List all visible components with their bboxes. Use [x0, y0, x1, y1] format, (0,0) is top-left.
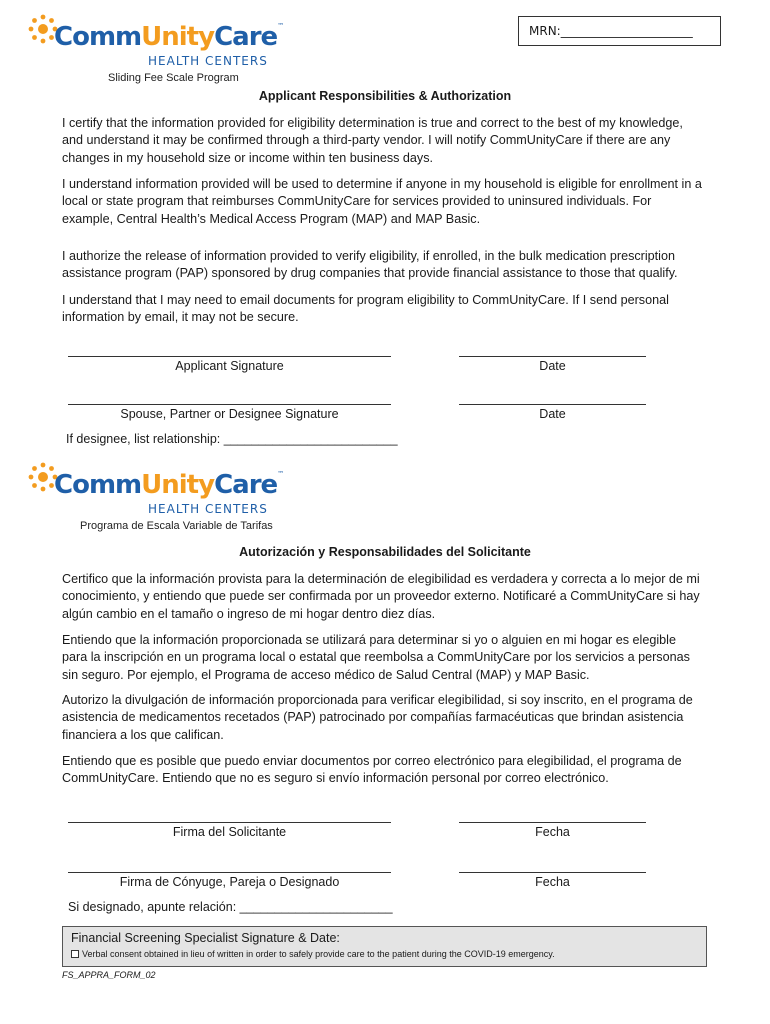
date-label: Date — [539, 359, 566, 373]
logo-wordmark: CommUnityCare™ — [54, 470, 284, 500]
paragraph: I authorize the release of information provided to verify eligibility, if enrolled, in the bulk medication prescription assistance program (PAP) sponsored by drug companies that provide financial assistance to those that qualify. — [62, 249, 678, 281]
spouse-signature-line[interactable] — [68, 872, 391, 873]
designee-relationship-field[interactable]: Si designado, apunte relación: ______________________ — [68, 900, 393, 914]
spouse-signature-line[interactable] — [68, 404, 391, 405]
date-line[interactable] — [459, 872, 646, 873]
section-heading: Autorización y Responsabilidades del Solicitante — [239, 545, 531, 559]
applicant-signature-label: Firma del Solicitante — [172, 825, 287, 839]
verbal-consent-checkbox-row[interactable] — [71, 949, 555, 959]
verbal-consent-checkbox[interactable] — [71, 950, 79, 958]
section-heading: Applicant Responsibilities & Authorization — [258, 89, 512, 103]
date-line[interactable] — [459, 404, 646, 405]
paragraph: I understand information provided will be used to determine if anyone in my household is eligible for enrollment in a local or state program that reimburses CommUnityCare for services provided to uninsured individuals. For example, Central Health’s Medical Access Program (MAP) and MAP Basic. — [62, 177, 702, 226]
applicant-signature-label: Applicant Signature — [175, 359, 284, 373]
mrn-label: MRN:______________________ — [529, 24, 693, 38]
verbal-consent-label: Verbal consent obtained in lieu of written in order to safely provide care to the patient during the COVID-19 emergency. — [82, 949, 555, 959]
date-label: Fecha — [535, 875, 570, 889]
program-label: Sliding Fee Scale Program — [108, 72, 239, 84]
paragraph: Entiendo que la información proporcionada se utilizará para determinar si yo o alguien en mi hogar es elegible para la inscripción en un programa local o estatal que reembolsa a CommUnityCare por los servicios a personas sin seguro. Por ejemplo, el Programa de acceso médico de Salud Central (MAP) y MAP Basic. — [62, 633, 690, 682]
date-line[interactable] — [459, 822, 646, 823]
mrn-field[interactable] — [518, 16, 721, 46]
spouse-signature-label: Firma de Cónyuge, Pareja o Designado — [119, 875, 340, 889]
spouse-signature-label: Spouse, Partner or Designee Signature — [120, 407, 339, 421]
form-id: FS_APPRA_FORM_02 — [62, 970, 156, 980]
date-label: Fecha — [535, 825, 570, 839]
applicant-signature-line[interactable] — [68, 822, 391, 823]
paragraph: I understand that I may need to email documents for program eligibility to CommUnityCare. If I send personal information by email, it may not be secure. — [62, 293, 669, 325]
designee-relationship-field[interactable]: If designee, list relationship: _________________________ — [66, 432, 398, 446]
paragraph: Entiendo que es posible que puedo enviar documentos por correo electrónico para elegibilidad, el programa de CommUnityCare. Entiendo que no es seguro si envío información personal por correo electrónico. — [62, 754, 682, 786]
financial-screening-box — [62, 926, 707, 967]
logo-wordmark: CommUnityCare™ — [54, 22, 284, 52]
date-label: Date — [539, 407, 566, 421]
communitycare-logo — [28, 14, 284, 78]
logo-subtitle: HEALTH CENTERS — [148, 54, 268, 68]
date-line[interactable] — [459, 356, 646, 357]
logo-subtitle: HEALTH CENTERS — [148, 502, 268, 516]
applicant-signature-line[interactable] — [68, 356, 391, 357]
program-label: Programa de Escala Variable de Tarifas — [80, 520, 273, 532]
paragraph: Certifico que la información provista para la determinación de elegibilidad es verdadera y correcta a lo mejor de mi conocimiento, y entiendo que puede ser confirmada por un proveedor externo. Notificaré a CommUnityCare si hay algún cambio en el tamaño o ingreso de mi hogar dentro diez días. — [62, 572, 700, 621]
screening-title: Financial Screening Specialist Signature & Date: — [71, 931, 340, 945]
paragraph: Autorizo la divulgación de información proporcionada para verificar elegibilidad, si soy inscrito, en el programa de asistencia de medicamentos recetados (PAP) patrocinado por compañías farmacéuticas que brindan asistencia financiera a los que califican. — [62, 693, 693, 742]
paragraph: I certify that the information provided for eligibility determination is true and correct to the best of my knowledge, and understand it may be confirmed through a third-party vendor. I will notify CommUnityCare if there are any changes in my household size or income within ten business days. — [62, 116, 683, 165]
